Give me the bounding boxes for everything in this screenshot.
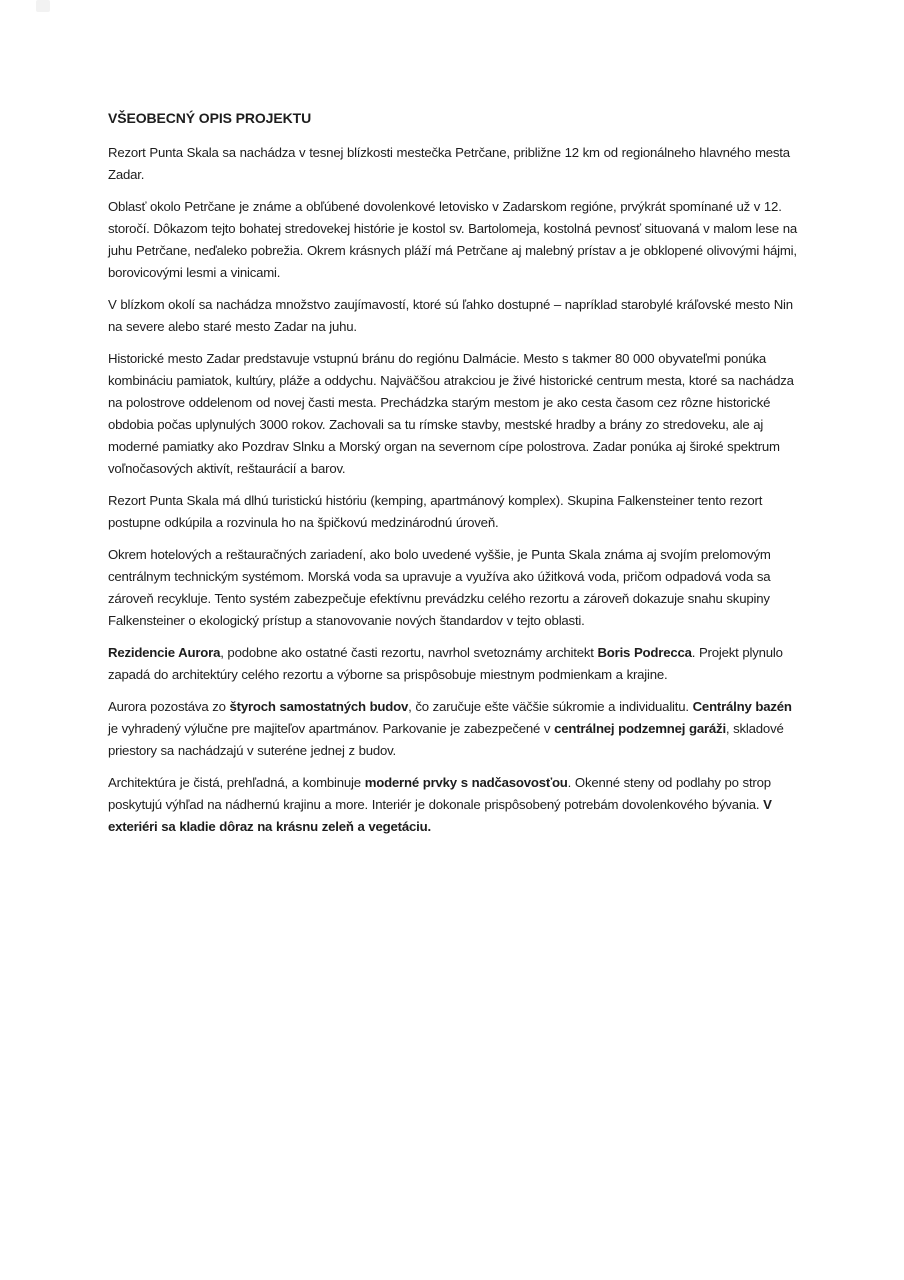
text-run: Oblasť okolo Petrčane je známe a obľúbené dovolenkové letovisko v Zadarskom regióne, prvýkrát spomínané už v 12. storočí. Dôkazom tejto bohatej stredovekej histórie je kostol sv. Bartolomeja, kostolná pevnosť situovaná v malom lese na juhu Petrčane, neďaleko pobrežia. Okrem krásnych pláží má Petrčane aj malebný prístav a je obklopené olivovými hájmi, borovicovými lesmi a vinicami. <box>108 199 797 280</box>
document-content <box>108 107 798 848</box>
paragraph <box>108 696 798 762</box>
text-run: , skladové priestory sa nachádzajú v suteréne jednej z budov. <box>108 721 784 758</box>
text-run: Okrem hotelových a reštauračných zariadení, ako bolo uvedené vyššie, je Punta Skala známa aj svojím prelomovým centrálnym technickým systémom. Morská voda sa upravuje a využíva ako úžitková voda, pričom odpadová voda sa zároveň recykluje. Tento systém zabezpečuje efektívnu prevádzku celého rezortu a zároveň dokazuje snahu skupiny Falkensteiner o ekologický prístup a stanovovanie nových štandardov v tejto oblasti. <box>108 547 771 628</box>
paragraph <box>108 490 798 534</box>
bold-text-run: Rezidencie Aurora <box>108 645 221 660</box>
paragraph <box>108 772 798 838</box>
text-run: Architektúra je čistá, prehľadná, a kombinuje <box>108 775 365 790</box>
text-run: . Okenné steny od podlahy po strop poskytujú výhľad na nádhernú krajinu a more. Interiér je dokonale prispôsobený potrebám dovolenkového bývania. <box>108 775 771 812</box>
paragraph <box>108 642 798 686</box>
paragraph <box>108 348 798 480</box>
bold-text-run: štyroch samostatných budov <box>229 699 409 714</box>
bold-text-run: V exteriéri sa kladie dôraz na krásnu zeleň a vegetáciu. <box>108 797 772 834</box>
text-run: , podobne ako ostatné časti rezortu, navrhol svetoznámy architekt <box>220 645 598 660</box>
text-run: , čo zaručuje ešte väčšie súkromie a individualitu. <box>408 699 693 714</box>
text-run: je vyhradený výlučne pre majiteľov apartmánov. Parkovanie je zabezpečené v <box>108 721 555 736</box>
text-run: Rezort Punta Skala sa nachádza v tesnej blízkosti mestečka Petrčane, približne 12 km od regionálneho hlavného mesta Zadar. <box>108 145 790 182</box>
document-body <box>108 142 798 838</box>
text-run: Historické mesto Zadar predstavuje vstupnú bránu do regiónu Dalmácie. Mesto s takmer 80 000 obyvateľmi ponúka kombináciu pamiatok, kultúry, pláže a oddychu. Najväčšou atrakciou je živé historické centrum mesta, ktoré sa nachádza na polostrove oddelenom od novej časti mesta. Prechádzka starým mestom je ako cesta časom cez rôzne historické obdobia počas uplynulých 3000 rokov. Zachovali sa tu rímske stavby, mestské hradby a brány zo stredoveku, ale aj moderné pamiatky ako Pozdrav Slnku a Morský organ na severnom cípe polostrova. Zadar ponúka aj široké spektrum voľnočasových aktivít, reštaurácií a barov. <box>108 351 794 476</box>
paragraph <box>108 196 798 284</box>
text-run: Aurora pozostáva zo <box>108 699 230 714</box>
bold-text-run: moderné prvky s nadčasovosťou <box>364 775 568 790</box>
bold-text-run: Boris Podrecca <box>597 645 692 660</box>
scan-smudge <box>36 0 50 12</box>
text-run: V blízkom okolí sa nachádza množstvo zaujímavostí, ktoré sú ľahko dostupné – napríklad starobylé kráľovské mesto Nin na severe alebo staré mesto Zadar na juhu. <box>108 297 793 334</box>
document-heading: VŠEOBECNÝ OPIS PROJEKTU <box>108 110 312 126</box>
text-run: . Projekt plynulo zapadá do architektúry celého rezortu a výborne sa prispôsobuje miestnym podmienkam a krajine. <box>108 645 783 682</box>
paragraph <box>108 294 798 338</box>
paragraph <box>108 142 798 186</box>
text-run: Rezort Punta Skala má dlhú turistickú históriu (kemping, apartmánový komplex). Skupina Falkensteiner tento rezort postupne odkúpila a rozvinula ho na špičkovú medzinárodnú úroveň. <box>108 493 763 530</box>
bold-text-run: centrálnej podzemnej garáži <box>554 721 726 736</box>
paragraph <box>108 544 798 632</box>
bold-text-run: Centrálny bazén <box>692 699 792 714</box>
